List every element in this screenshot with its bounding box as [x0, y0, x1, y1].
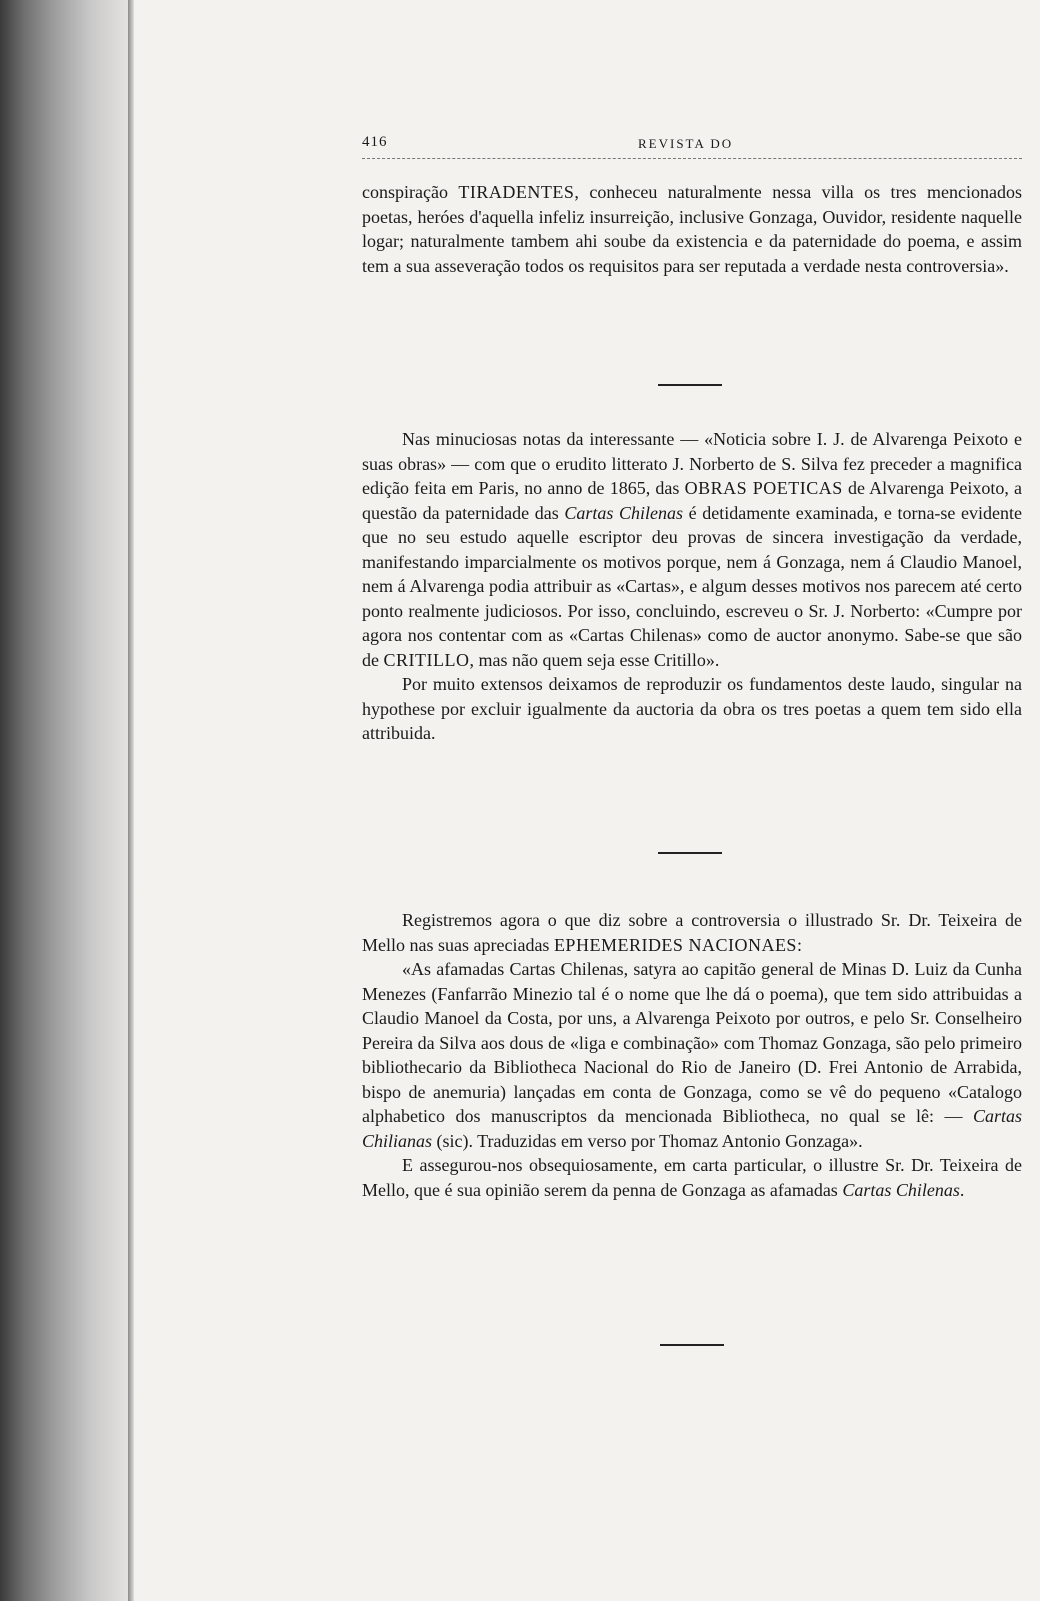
text-run: (sic). Traduzidas em verso por Thomaz Antonio Gonzaga». [432, 1130, 863, 1151]
book-binding-shadow [0, 0, 130, 1601]
text-run: , mas não quem seja esse Critillo». [469, 649, 720, 670]
text-run: conspiração [362, 182, 459, 202]
paragraph-text [362, 957, 1022, 1153]
text-run-italic: Cartas Chilenas [842, 1179, 960, 1200]
text-run: , conheceu naturalmente nessa villa os tres mencionados poetas, heróes d'aquella infeliz insurreição, inclusive Gonzaga, Ouvidor, residente naquelle logar; naturalmente tambem ahi soube da existencia e da paternidade do poema, e assim tem a sua asseveração todos os requisitos para ser reputada a verdade nesta controversia». [362, 182, 1022, 276]
text-run: : [796, 934, 802, 955]
text-run-caps: TIRADENTES [458, 182, 575, 202]
text-run-caps: OBRAS POETICAS [684, 478, 843, 498]
paragraph-text [362, 180, 1022, 278]
running-head: REVISTA DO [638, 136, 734, 151]
paragraph-text [362, 427, 1022, 672]
page-header [362, 134, 1022, 159]
text-run: Registremos agora o que diz sobre a controversia o illustrado Sr. Dr. Teixeira de Mello nas suas apreciadas [362, 910, 1022, 955]
text-run: Nas minuciosas notas da interessante — «Noticia sobre I. J. de Alvarenga Peixoto e suas obras» — com que o erudito litterato J. Norberto de S. Silva fez preceder a magnifica edição feita em Paris, no anno de 1865, das [362, 429, 1022, 498]
text-run: E assegurou-nos obsequiosamente, em carta particular, o illustre Sr. Dr. Teixeira de Mello, que é sua opinião serem da penna de Gonzaga as afamadas [362, 1155, 1022, 1200]
text-run-caps: EPHEMERIDES NACIONAES [553, 934, 797, 955]
section-divider [658, 384, 722, 386]
paragraph-text [362, 1153, 1022, 1202]
section-teixeira-de-mello [362, 908, 1022, 1202]
paragraph-tiradentes [362, 180, 1022, 278]
text-run: de Alvarenga Peixoto, a questão da paternidade das [362, 478, 1023, 523]
text-run: «As afamadas Cartas Chilenas, satyra ao capitão general de Minas D. Luiz da Cunha Menezes (Fanfarrão Minezio tal é o nome que lhe dá o poema), que tem sido attribuidas a Claudio Manoel da Costa, por uns, a Alvarenga Peixoto por outros, e pelo Sr. Conselheiro Pereira da Silva aos dous de «liga e combinação» com Thomaz Gonzaga, são pelo primeiro bibliothecario da Bibliotheca Nacional do Rio de Janeiro (D. Frei Antonio de Arrabida, bispo de anemuria) lançadas em conta de Gonzaga, como se vê do pequeno «Catalogo alphabetico dos manuscriptos da mencionada Bibliotheca, no qual se lê: — [362, 959, 1022, 1126]
text-run-italic: Cartas Chilenas [564, 502, 683, 523]
page-number: 416 [362, 134, 388, 150]
section-divider [658, 852, 722, 854]
section-divider [660, 1344, 724, 1346]
section-norberto [362, 427, 1022, 746]
text-run: é detidamente examinada, e torna-se evidente que no seu estudo aquelle escriptor deu provas de sincera investigação da verdade, manifestando imparcialmente os motivos porque, nem á Gonzaga, nem á Claudio Manoel, nem á Alvarenga podia attribuir as «Cartas», e algum desses motivos nos parecem até certo ponto realmente judiciosos. Por isso, concluindo, escreveu o Sr. J. Norberto: «Cumpre por agora nos contentar com as «Cartas Chilenas» como de auctor anonymo. Sabe-se que são de [362, 502, 1022, 670]
page-gutter [128, 0, 134, 1601]
paragraph-text [362, 908, 1022, 957]
text-run: . [959, 1179, 965, 1200]
text-run-caps: CRITILLO [383, 649, 470, 670]
text-run-italic: Cartas Chilianas [362, 1106, 1022, 1151]
paragraph-text: Por muito extensos deixamos de reproduzir os fundamentos deste laudo, singular na hypothese por excluir igualmente da auctoria da obra os tres poetas a quem tem sido ella attribuida. [362, 674, 1022, 743]
